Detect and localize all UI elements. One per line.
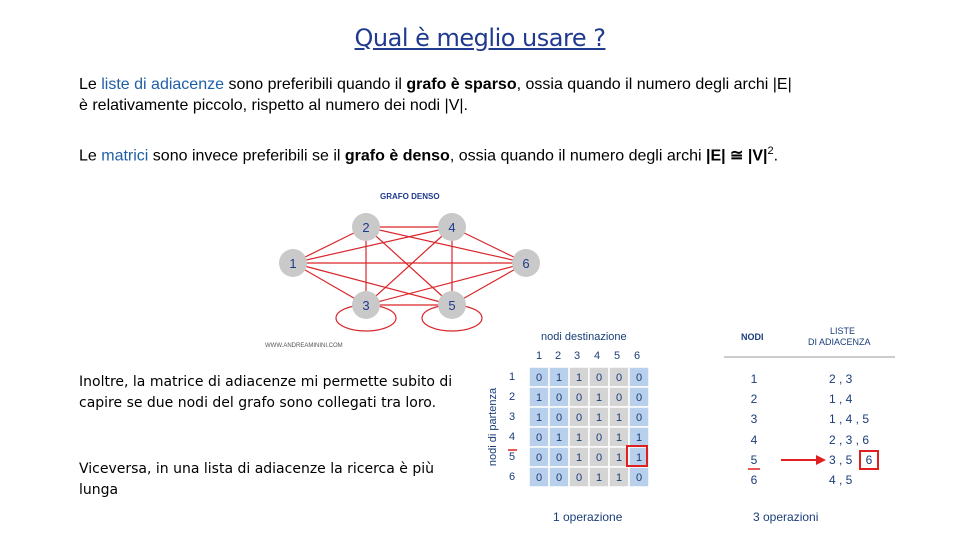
matrix-row-label: 3: [508, 411, 516, 423]
list-header-nodes: NODI: [741, 332, 764, 342]
list-node-label: 5: [750, 453, 758, 467]
matrix-cell-value: 1: [575, 432, 583, 444]
p2-text: .: [773, 147, 779, 165]
matrix-col-labels: [536, 350, 640, 362]
matrix-cell-value: 0: [575, 412, 583, 424]
matrix-cell-value: 0: [535, 452, 543, 464]
matrix-cell-value: 0: [555, 412, 563, 424]
matrix-cell-value: 1: [535, 412, 543, 424]
graph-edges: [293, 227, 526, 331]
side-text-matrix: Inoltre, la matrice di adiacenze mi permette subito di capire se due nodi del grafo sono collegati tra loro.: [79, 374, 453, 411]
matrix-cell-value: 1: [555, 432, 563, 444]
matrix-cell-value: 1: [635, 452, 643, 464]
p1-bold-sparse: grafo è sparso: [406, 76, 517, 93]
matrix-row-label: 4: [508, 431, 516, 443]
list-footer: 3 operazioni: [753, 510, 819, 524]
list-value: 2 , 3 , 6: [829, 433, 870, 447]
matrix-cell-value: 1: [535, 392, 543, 404]
graph-caption: GRAFO DENSO: [380, 192, 440, 201]
matrix-row-label: 1: [508, 371, 516, 383]
p1-text: sono preferibili quando il: [224, 76, 407, 93]
p1-text: , ossia quando il numero degli archi |E|: [516, 76, 792, 93]
side-text-list: Viceversa, in una lista di adiacenze la ricerca è più lunga: [79, 461, 434, 498]
matrix-cell-value: 0: [635, 412, 643, 424]
p2-text: Le: [79, 147, 102, 165]
p2-exponent: 2: [767, 145, 774, 157]
graph-node-label: 3: [362, 298, 370, 313]
matrix-cell-value: 1: [615, 432, 623, 444]
matrix-cell-value: 0: [575, 392, 583, 404]
list-value: 1 , 4 , 5: [829, 412, 870, 426]
matrix-col-label: 5: [613, 350, 621, 362]
matrix-cell-value: 0: [535, 472, 543, 484]
matrix-cell-value: 1: [595, 392, 603, 404]
matrix-cell-value: 1: [615, 472, 623, 484]
matrix-cell-value: 1: [635, 432, 643, 444]
matrix-cell-value: 0: [635, 392, 643, 404]
list-value: 1 , 4: [829, 392, 853, 406]
list-header-lists-1: LISTE: [830, 326, 856, 336]
list-node-label: 2: [750, 392, 758, 406]
matrix-cell-value: 1: [575, 372, 583, 384]
matrix-cell-value: 0: [615, 372, 623, 384]
list-value: 3 , 5: [829, 453, 853, 467]
list-value: 4 , 5: [829, 473, 853, 487]
matrix-cell-value: 1: [595, 472, 603, 484]
matrix-cell-value: 0: [635, 472, 643, 484]
matrix-col-label: 1: [535, 350, 543, 362]
p2-text: , ossia quando il numero degli archi: [449, 147, 706, 165]
matrix-row-label: 5: [508, 451, 516, 463]
matrix-col-label: 2: [554, 350, 562, 362]
list-header-lists-2: DI ADIACENZA: [808, 337, 871, 347]
graph-node-label: 5: [448, 298, 456, 313]
matrix-cell-value: 0: [535, 372, 543, 384]
matrix-cell-value: 0: [535, 432, 543, 444]
matrix-row-label: 2: [508, 391, 516, 403]
p2-formula: |E| ≅ |V|: [705, 147, 768, 165]
graph-node-label: 6: [522, 256, 530, 271]
list-node-label: 1: [750, 372, 758, 386]
matrix-cell-value: 0: [555, 392, 563, 404]
graph-node-label: 4: [448, 220, 456, 235]
matrix-cell-value: 0: [595, 452, 603, 464]
matrix-cell-value: 0: [595, 432, 603, 444]
page-title: Qual è meglio usare ?: [354, 24, 606, 52]
p2-matrici-highlight: matrici: [101, 147, 149, 165]
matrix-cell-value: 0: [595, 372, 603, 384]
matrix-col-label: 6: [633, 350, 641, 362]
matrix-col-label: 4: [593, 350, 601, 362]
matrix-cell-value: 0: [635, 372, 643, 384]
graph-watermark: WWW.ANDREAMININI.COM: [265, 343, 343, 349]
matrix-cell-value: 1: [575, 452, 583, 464]
matrix-cell-value: 1: [595, 412, 603, 424]
matrix-cell-value: 1: [615, 412, 623, 424]
p2-text: sono invece preferibili se il: [148, 147, 345, 165]
list-highlight-value: 6: [865, 453, 873, 467]
list-node-label: 4: [750, 433, 758, 447]
matrix-header: nodi destinazione: [541, 331, 627, 343]
matrix-footer: 1 operazione: [553, 510, 623, 524]
matrix-cell-value: 0: [615, 392, 623, 404]
list-node-label: 3: [750, 412, 758, 426]
p1-text: Le: [79, 76, 102, 93]
list-node-label: 6: [750, 473, 758, 487]
matrix-cell-value: 0: [575, 472, 583, 484]
matrix-cell-value: 0: [555, 472, 563, 484]
matrix-col-label: 3: [573, 350, 581, 362]
matrix-row-label: 6: [508, 471, 516, 483]
p1-liste-highlight: liste di adiacenze: [101, 76, 224, 93]
p2-bold-dense: grafo è denso: [344, 147, 450, 165]
list-search-arrow-icon: [816, 455, 826, 465]
matrix-row-axis-label: nodi di partenza: [487, 387, 499, 467]
matrix-cell-value: 0: [555, 452, 563, 464]
matrix-cell-value: 1: [555, 372, 563, 384]
matrix-cell-value: 1: [615, 452, 623, 464]
list-value: 2 , 3: [829, 372, 853, 386]
p1-text-line2: è relativamente piccolo, rispetto al numero dei nodi |V|.: [79, 97, 468, 114]
graph-node-label: 1: [289, 256, 297, 271]
matrix-row-labels: [509, 371, 515, 483]
matrix-grid: [529, 367, 649, 487]
graph-node-label: 2: [362, 220, 370, 235]
